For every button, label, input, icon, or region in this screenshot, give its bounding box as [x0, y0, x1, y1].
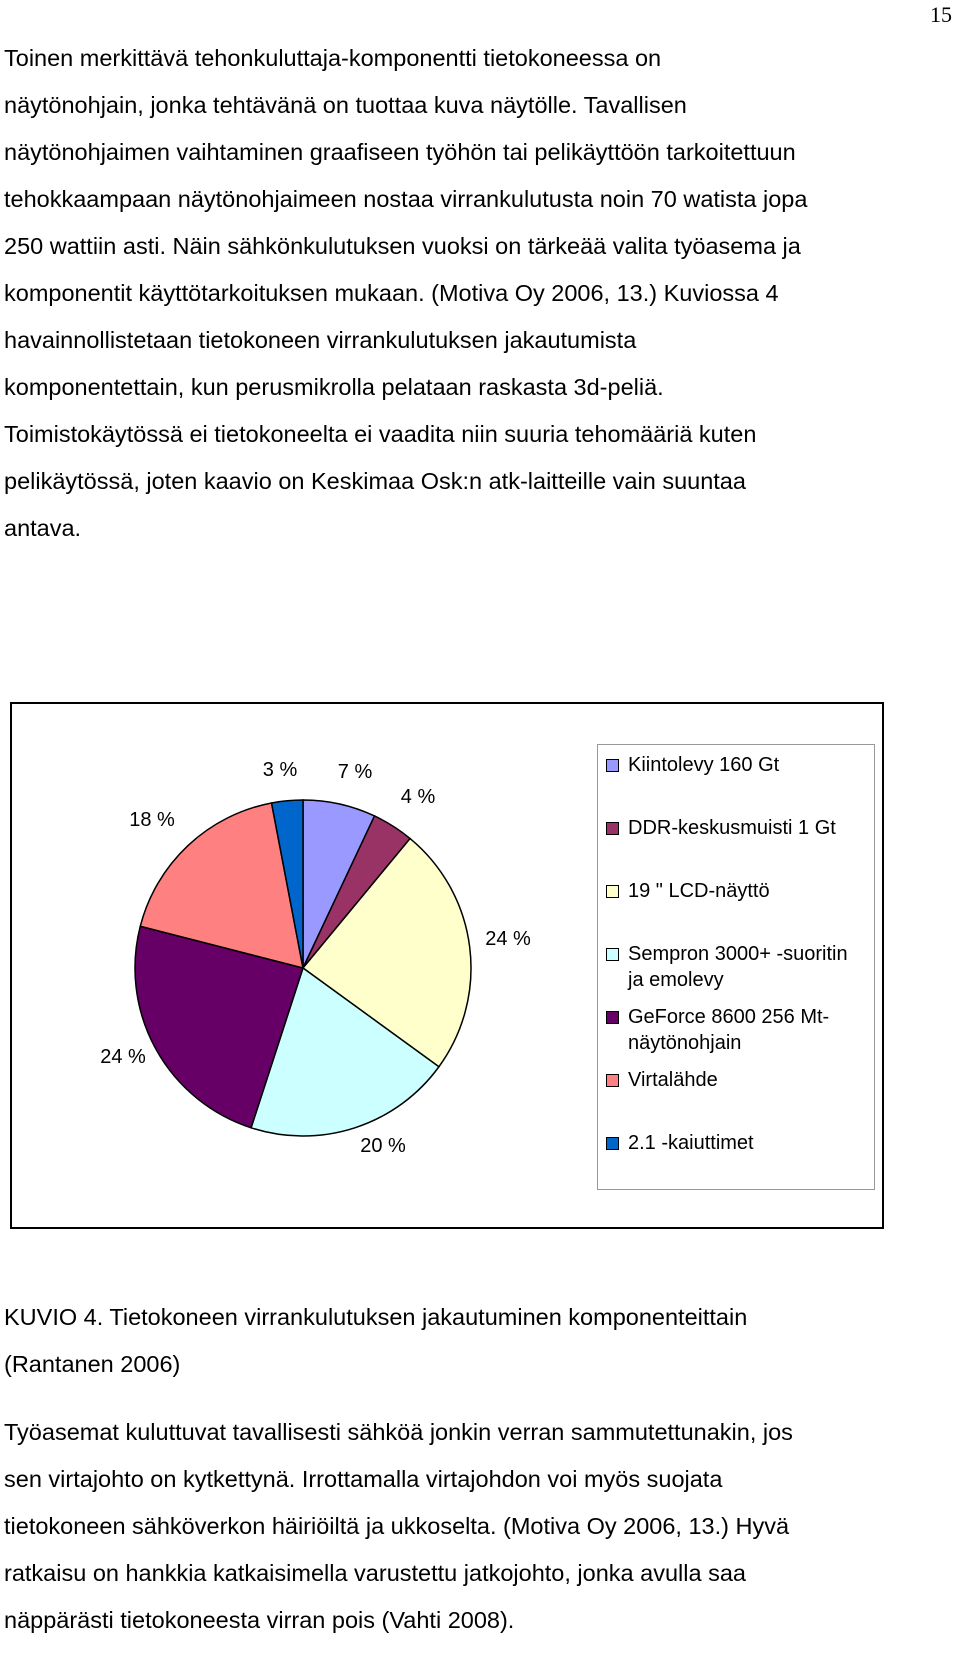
pie-data-label: 20 %	[360, 1135, 406, 1157]
text-line: näytönohjain, jonka tehtävänä on tuottaa kuva näytölle. Tavallisen	[4, 92, 687, 118]
text-line: antava.	[4, 515, 82, 541]
legend-swatch	[606, 1011, 619, 1024]
legend-label: Sempron 3000+ -suoritin ja emolevy	[628, 943, 848, 991]
text-line: sen virtajohto on kytkettynä. Irrottamalla virtajohdon voi myös suojata	[4, 1466, 723, 1492]
text-line: Toinen merkittävä tehonkuluttaja-komponentti tietokoneessa on	[4, 45, 662, 71]
pie-data-label: 3 %	[262, 759, 298, 781]
pie-data-label: 18 %	[129, 809, 175, 831]
legend-swatch	[606, 822, 619, 835]
legend-label: Virtalähde	[628, 1069, 718, 1091]
text-line: komponentit käyttötarkoituksen mukaan. (Motiva Oy 2006, 13.) Kuviossa 4	[4, 280, 779, 306]
legend-swatch	[606, 1137, 619, 1150]
legend-label: 19 " LCD-näyttö	[628, 880, 770, 902]
text-line: pelikäytössä, joten kaavio on Keskimaa Osk:n atk-laitteille vain suuntaa	[4, 468, 746, 494]
text-line: tehokkaampaan näytönohjaimeen nostaa virrankulutusta noin 70 watista jopa	[4, 186, 808, 212]
figure-caption	[4, 1294, 747, 1388]
text-line: havainnollistetaan tietokoneen virrankulutuksen jakautumista	[4, 327, 637, 353]
legend-label: Kiintolevy 160 Gt	[628, 754, 780, 776]
text-line: tietokoneen sähköverkon häiriöiltä ja ukkoselta. (Motiva Oy 2006, 13.) Hyvä	[4, 1513, 790, 1539]
text-line: 250 wattiin asti. Näin sähkönkulutuksen vuoksi on tärkeää valita työasema ja	[4, 233, 801, 259]
legend-swatch	[606, 1074, 619, 1087]
body-paragraph-2	[4, 1409, 949, 1644]
caption-line: (Rantanen 2006)	[4, 1351, 181, 1377]
text-line: Toimistokäytössä ei tietokoneelta ei vaadita niin suuria tehomääriä kuten	[4, 421, 757, 447]
text-line: ratkaisu on hankkia katkaisimella varustettu jatkojohto, jonka avulla saa	[4, 1560, 746, 1586]
text-line: näppärästi tietokoneesta virran pois (Vahti 2008).	[4, 1607, 515, 1633]
pie-data-label: 24 %	[100, 1046, 146, 1068]
text-line: komponentettain, kun perusmikrolla pelataan raskasta 3d-peliä.	[4, 374, 664, 400]
legend-swatch	[606, 885, 619, 898]
caption-line: KUVIO 4. Tietokoneen virrankulutuksen jakautuminen komponenteittain	[4, 1304, 748, 1330]
pie-data-label: 7 %	[337, 761, 373, 783]
pie-data-label: 4 %	[400, 786, 436, 808]
text-line: näytönohjaimen vaihtaminen graafiseen työhön tai pelikäyttöön tarkoitettuun	[4, 139, 796, 165]
text-line: Työasemat kuluttuvat tavallisesti sähköä jonkin verran sammutettunakin, jos	[4, 1419, 793, 1445]
chart-legend	[597, 744, 875, 1190]
legend-swatch	[606, 948, 619, 961]
legend-swatch	[606, 759, 619, 772]
legend-label: GeForce 8600 256 Mt-näytönohjain	[628, 1006, 830, 1054]
legend-label: 2.1 -kaiuttimet	[628, 1132, 754, 1154]
legend-label: DDR-keskusmuisti 1 Gt	[628, 817, 836, 839]
page-number: 15	[930, 2, 952, 27]
pie-data-label: 24 %	[485, 928, 531, 950]
